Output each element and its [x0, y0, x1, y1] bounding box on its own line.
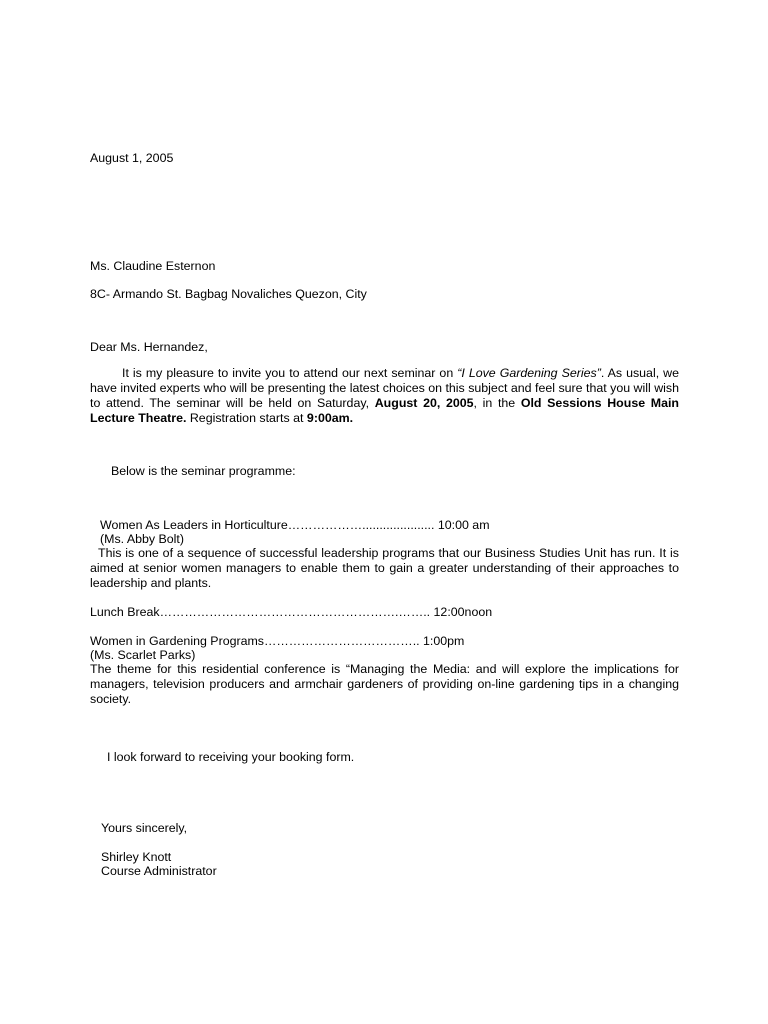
salutation: Dear Ms. Hernandez,: [90, 340, 208, 354]
programme-item-2-speaker: (Ms. Scarlet Parks): [90, 648, 196, 662]
seminar-date: August 20, 2005: [374, 396, 474, 410]
programme-item-2: Women in Gardening Programs……………………………….. 1:00pm: [90, 634, 465, 648]
valediction: Yours sincerely,: [101, 821, 188, 835]
letter-date: August 1, 2005: [90, 151, 174, 165]
programme-item-2-description: The theme for this residential conference is “Managing the Media: and will explore the implications for managers, television producers and armchair gardeners of providing on-line gardening tips in a changing society.: [90, 662, 679, 706]
invitation-paragraph: It is my pleasure to invite you to attend our next seminar on “I Love Gardening Series”. As usual, we have invited experts who will be presenting the latest choices on this subject and feel sure that you will wish to attend. The seminar will be held on Saturday, August 20, 2005, in the Old Sessions House Main Lecture Theatre. Registration starts at 9:00am.: [90, 366, 679, 425]
programme-intro: Below is the seminar programme:: [111, 464, 296, 478]
programme-item-1: Women As Leaders in Horticulture………………..................... 10:00 am: [100, 518, 490, 532]
programme-item-1-description: This is one of a sequence of successful leadership programs that our Business Studies Unit has run. It is aimed at senior women managers to enable them to gain a greater understanding of their approaches to leadership and plants.: [90, 546, 679, 590]
signer-name: Shirley Knott: [101, 850, 172, 864]
recipient-address: 8C- Armando St. Bagbag Novaliches Quezon, City: [90, 287, 367, 301]
series-title: “I Love Gardening Series”: [457, 366, 601, 380]
seminar-venue: Old Sessions House Main Lecture Theatre.: [90, 396, 679, 425]
programme-item-1-speaker: (Ms. Abby Bolt): [100, 532, 185, 546]
recipient-name: Ms. Claudine Esternon: [90, 259, 216, 273]
signer-title: Course Administrator: [101, 864, 217, 878]
registration-time: 9:00am.: [306, 411, 354, 425]
programme-lunch: Lunch Break………………………………………………….…….. 12:00noon: [90, 605, 493, 619]
closing-remark: I look forward to receiving your booking form.: [107, 750, 355, 764]
